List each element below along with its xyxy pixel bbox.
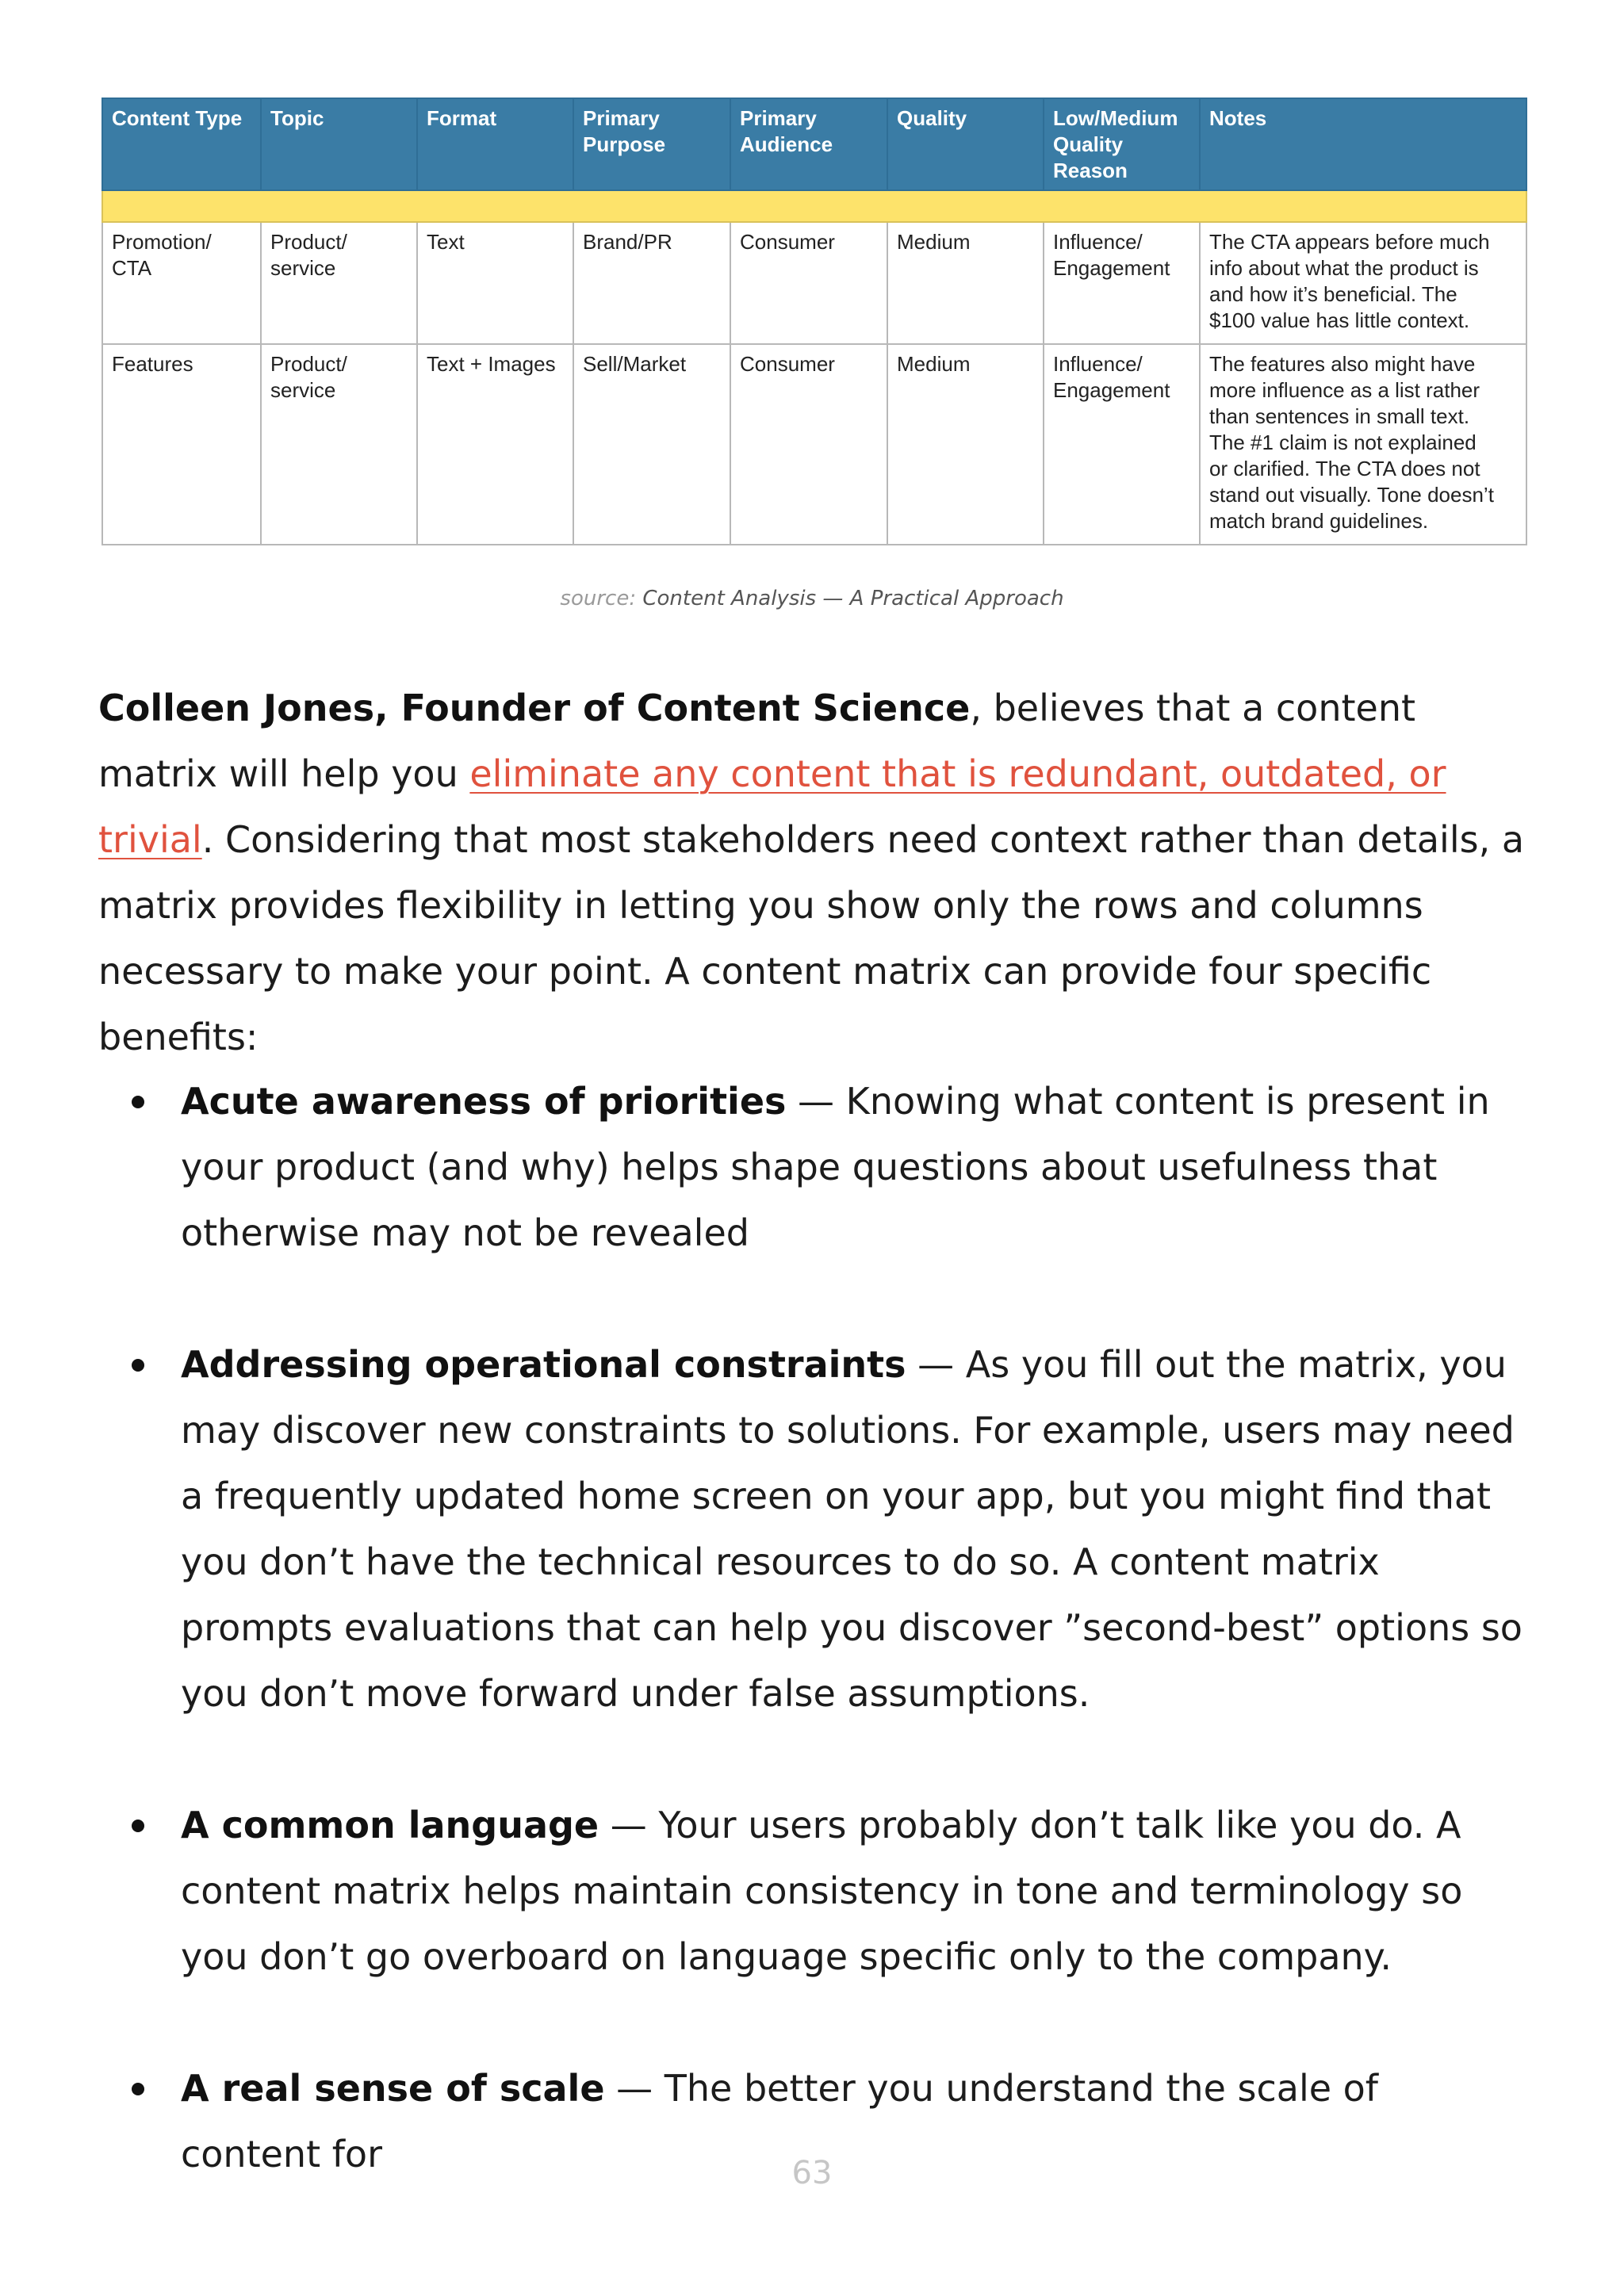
caption-source-title: Content Analysis — A Practical Approach [642,587,1064,610]
table-cell: Medium [887,222,1044,344]
header-cell: Format [417,98,573,190]
bullet-title: A common language [181,1804,599,1846]
table-cell: Sell/Market [573,344,730,545]
table-cell: Brand/PR [573,222,730,344]
header-cell: Primary Purpose [573,98,730,190]
table-cell: The CTA appears before much info about what the product is and how it’s beneficial. The $100 value has little context. [1200,222,1526,344]
list-item [98,1793,1526,1990]
intro-text-2: . Considering that most stakeholders need context rather than details, a matrix provides flexibility in letting you show only the rows and columns necessary to make your point. A content matrix can provide four specific benefits: [98,818,1525,1058]
header-cell: Notes [1200,98,1526,190]
table-cell: Consumer [730,222,887,344]
content-matrix-table [102,98,1527,545]
benefits-list [98,1069,1526,2253]
table-cell: Text + Images [417,344,573,545]
header-cell: Quality [887,98,1044,190]
page-number: 63 [791,2155,833,2191]
bullet-text: — Knowing what content is present in your product (and why) helps shape questions about usefulness that otherwise may not be revealed [181,1080,1490,1254]
intro-link[interactable]: eliminate any content that is redundant, outdated, or trivial [98,752,1446,861]
table-cell: Product/ service [261,222,417,344]
highlight-row [102,190,1526,222]
intro-paragraph [98,675,1526,1070]
highlight-band [102,190,1526,222]
bullet-icon [132,2083,144,2095]
table-cell: Influence/ Engagement [1044,222,1200,344]
table-header-row [102,98,1526,190]
table-cell: Influence/ Engagement [1044,344,1200,545]
table-cell: The features also might have more influence as a list rather than sentences in small text. The #1 claim is not explained or clarified. The CTA does not stand out visually. Tone doesn’t match brand guidelines. [1200,344,1526,545]
table-cell: Product/ service [261,344,417,545]
bullet-title: Acute awareness of priorities [181,1080,787,1123]
header-cell: Primary Audience [730,98,887,190]
bullet-text: — As you fill out the matrix, you may discover new constraints to solutions. For example, users may need a frequently updated home screen on your app, but you might find that you don’t have the technical resources to do so. A content matrix prompts evaluations that can help you discover ”second-best” options so you don’t move forward under false assumptions. [181,1343,1522,1715]
table-cell: Consumer [730,344,887,545]
bullet-icon [132,1096,144,1108]
list-item [98,1332,1526,1727]
table-cell: Promotion/ CTA [102,222,261,344]
header-cell: Low/Medium Quality Reason [1044,98,1200,190]
header-cell: Content Type [102,98,261,190]
table-cell: Medium [887,344,1044,545]
table-cell: Text [417,222,573,344]
caption-source-label: source: [560,587,637,610]
intro-bold-name: Colleen Jones, Founder of Content Science [98,687,971,729]
bullet-title: A real sense of scale [181,2067,605,2110]
content-matrix-figure [102,98,1526,545]
table-cell: Features [102,344,261,545]
bullet-title: Addressing operational constraints [181,1343,906,1386]
bullet-icon [132,1359,144,1372]
header-cell: Topic [261,98,417,190]
bullet-icon [132,1820,144,1832]
bullet-text: — Your users probably don’t talk like you do. A content matrix helps maintain consistency in tone and terminology so you don’t go overboard on language specific only to the company. [181,1804,1463,1978]
table-row [102,344,1526,545]
list-item [98,1069,1526,1266]
table-row [102,222,1526,344]
intro-text-1: , believes that a content matrix will help you [98,687,1416,795]
figure-caption [0,587,1624,610]
bullet-text: — The better you understand the scale of content for [181,2067,1378,2175]
